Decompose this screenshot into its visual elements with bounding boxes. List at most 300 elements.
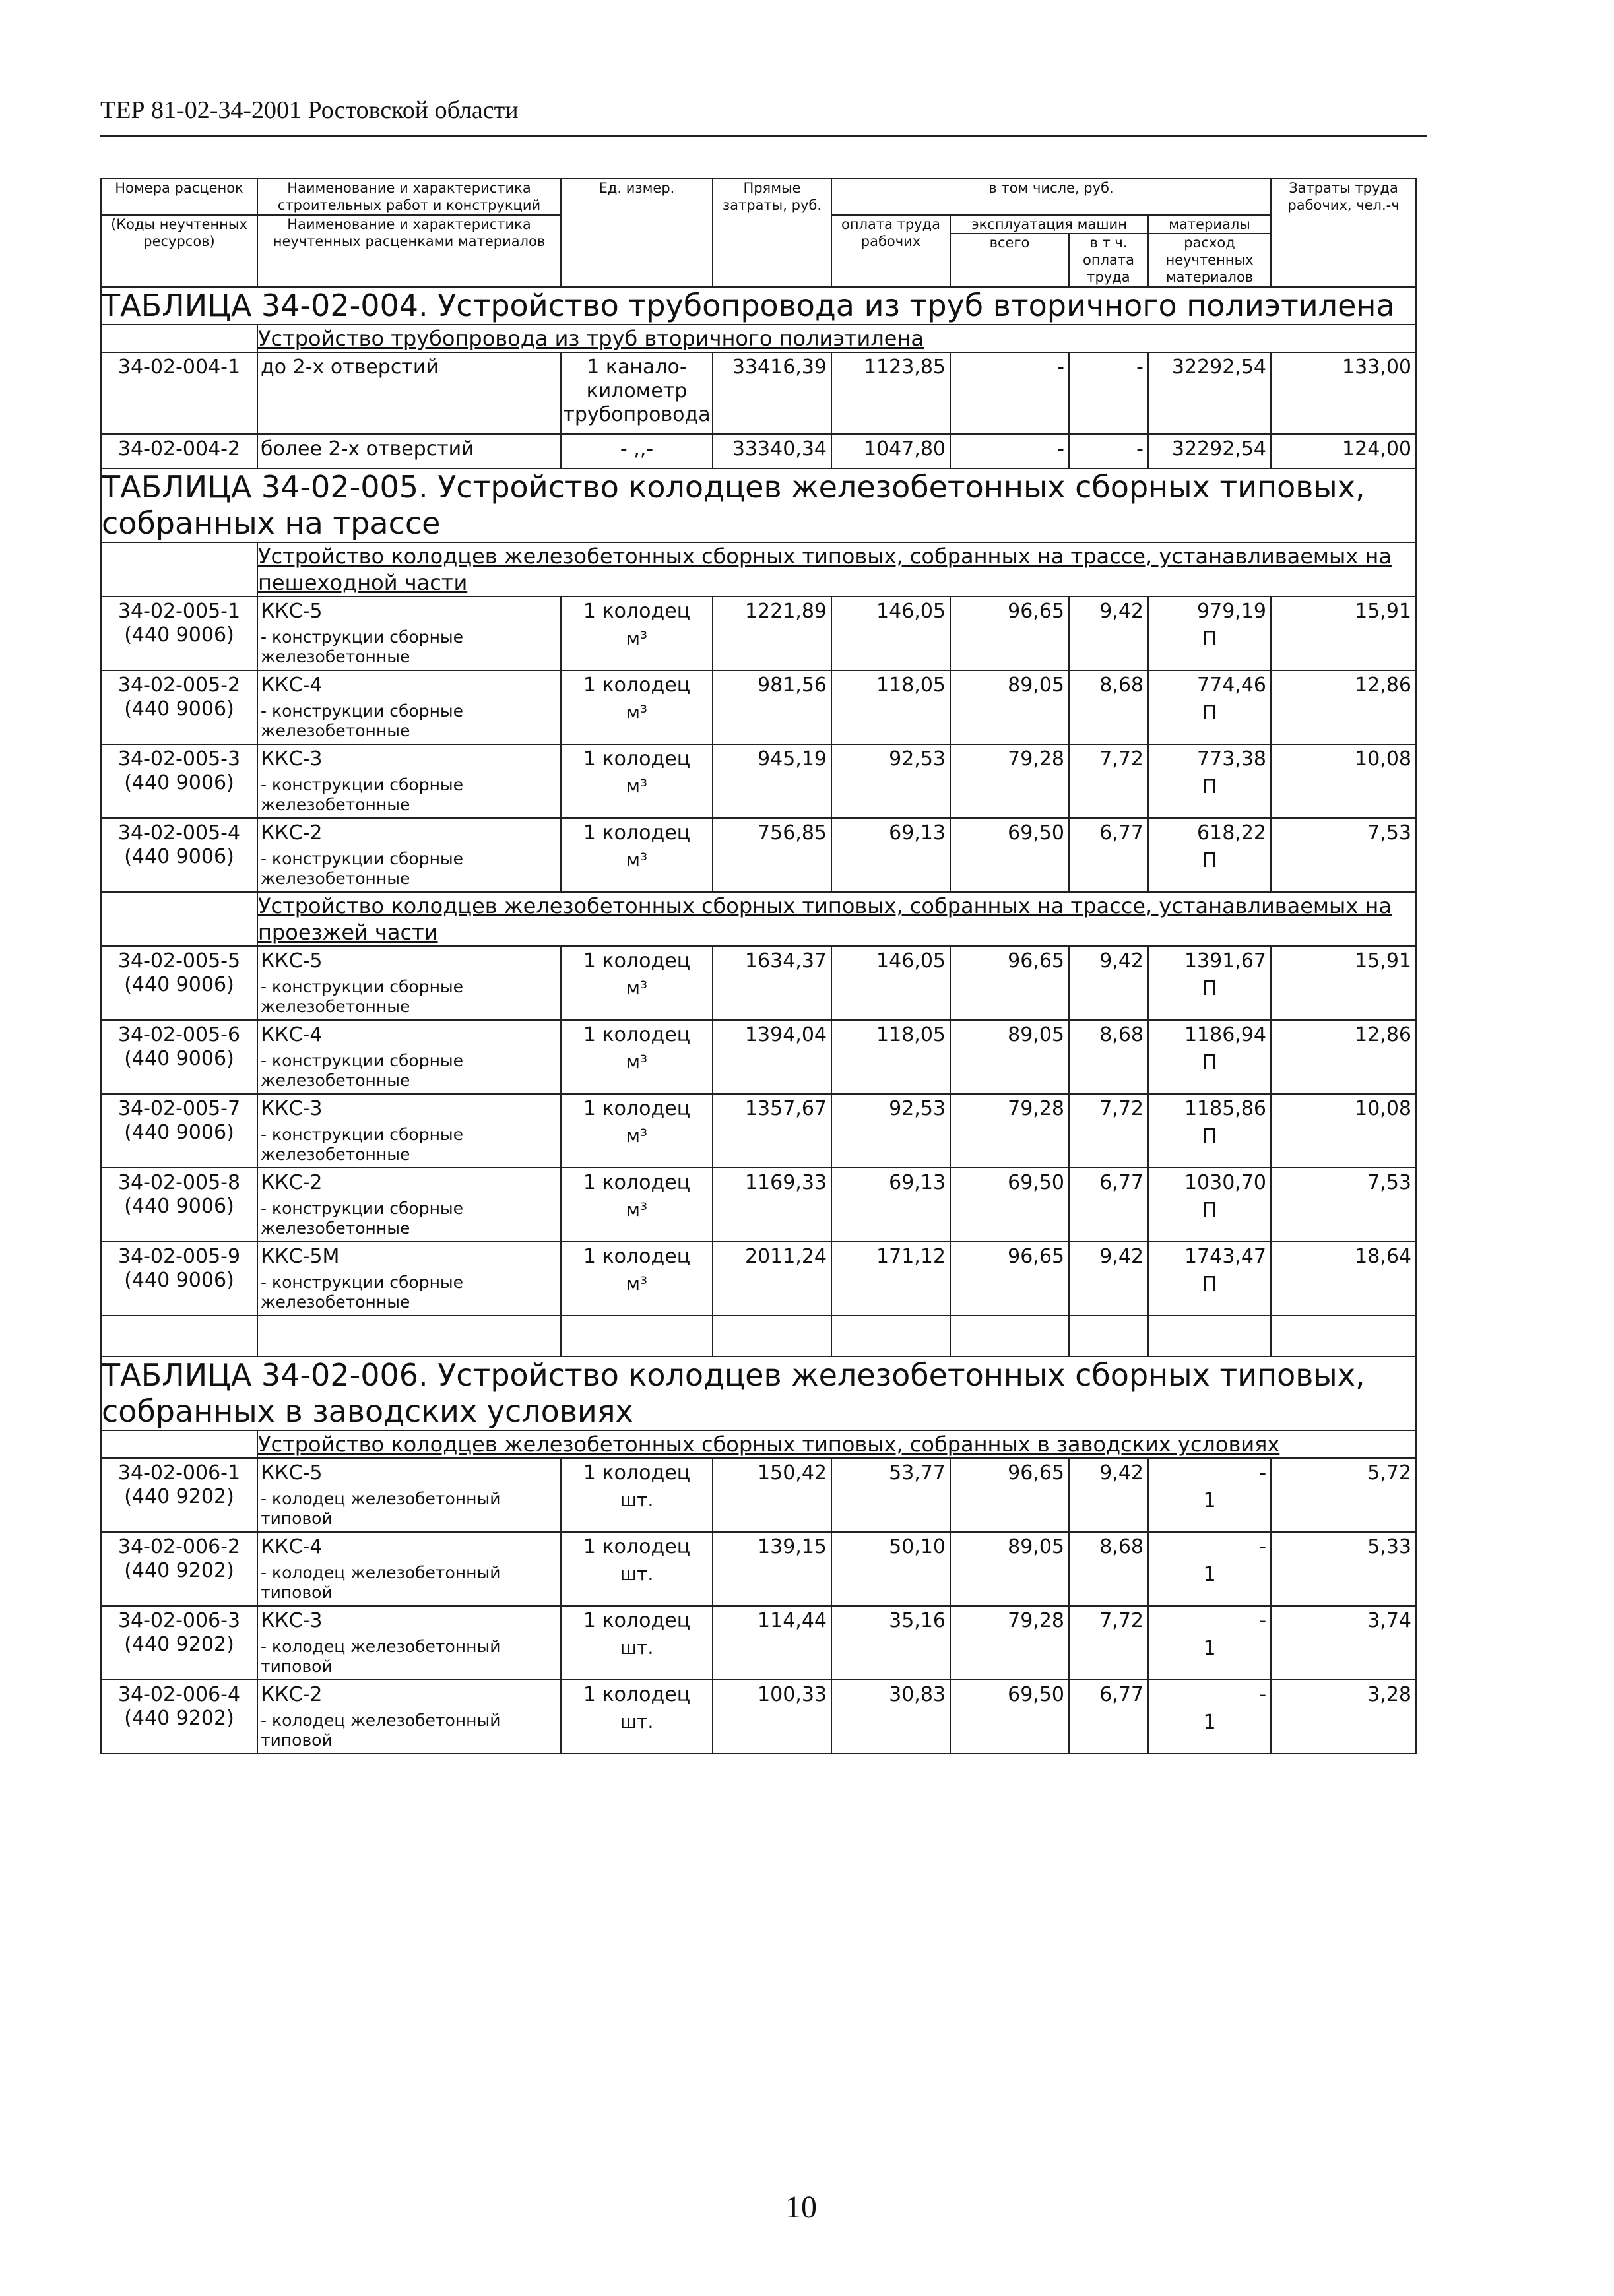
materials-cell bbox=[1148, 596, 1271, 670]
labor-hours: 133,00 bbox=[1271, 352, 1416, 434]
unit-cell bbox=[561, 1532, 713, 1606]
table-row bbox=[101, 1020, 1416, 1094]
unit: 1 колодец bbox=[583, 1535, 691, 1559]
rate-code: 34-02-005-1 bbox=[117, 600, 241, 623]
material-unit: м³ bbox=[626, 1199, 648, 1221]
subsection-blank bbox=[101, 542, 257, 596]
spacer-cell bbox=[950, 1316, 1069, 1356]
col-machines-labor: в т ч. оплата труда bbox=[1069, 234, 1148, 287]
col-materials-sub: расход неучтенных материалов bbox=[1148, 234, 1271, 287]
work-name-cell bbox=[257, 744, 561, 818]
labor-pay: 69,13 bbox=[831, 1168, 950, 1242]
resource-code: (440 9006) bbox=[124, 771, 234, 795]
labor-hours: 5,72 bbox=[1271, 1458, 1416, 1532]
unit: - ,,- bbox=[620, 437, 654, 461]
material-name: - конструкции сборные железобетонные bbox=[261, 849, 464, 889]
material-unit: м³ bbox=[626, 977, 648, 1000]
labor-pay: 146,05 bbox=[831, 596, 950, 670]
subsection-text: Устройство трубопровода из труб вторичного полиэтилена bbox=[258, 325, 924, 351]
labor-hours: 10,08 bbox=[1271, 1094, 1416, 1168]
direct-cost: 33416,39 bbox=[713, 352, 831, 434]
unit-cell bbox=[561, 352, 713, 434]
subsection-row bbox=[101, 542, 1416, 596]
machines-labor: 9,42 bbox=[1069, 596, 1148, 670]
material-unit: шт. bbox=[620, 1563, 654, 1585]
unit: 1 колодец bbox=[583, 600, 691, 623]
materials-cell bbox=[1148, 352, 1271, 434]
work-name: ККС-2 bbox=[261, 1683, 323, 1707]
work-name: ККС-5М bbox=[261, 1245, 340, 1269]
unit: 1 колодец bbox=[583, 748, 691, 771]
materials-cell bbox=[1148, 1094, 1271, 1168]
page-number: 10 bbox=[785, 2190, 817, 2225]
labor-hours: 7,53 bbox=[1271, 818, 1416, 892]
machines-total: 89,05 bbox=[950, 1020, 1069, 1094]
labor-hours: 18,64 bbox=[1271, 1242, 1416, 1316]
materials-consumption: 1 bbox=[1203, 1563, 1216, 1587]
machines-labor: 9,42 bbox=[1069, 1242, 1148, 1316]
spacer-cell bbox=[831, 1316, 950, 1356]
rate-code-cell bbox=[101, 818, 257, 892]
table-row bbox=[101, 352, 1416, 434]
materials-cell bbox=[1148, 818, 1271, 892]
subsection-title bbox=[257, 542, 1416, 596]
rate-code: 34-02-005-3 bbox=[117, 748, 241, 771]
resource-code: (440 9006) bbox=[124, 623, 234, 647]
material-unit: м³ bbox=[626, 1273, 648, 1295]
machines-total: 79,28 bbox=[950, 1606, 1069, 1680]
labor-hours: 3,74 bbox=[1271, 1606, 1416, 1680]
col-direct: Прямые затраты, руб. bbox=[713, 179, 831, 287]
subsection-blank bbox=[101, 892, 257, 946]
rate-code-cell bbox=[101, 1532, 257, 1606]
work-name-cell bbox=[257, 1168, 561, 1242]
material-name: - конструкции сборные железобетонные bbox=[261, 1051, 464, 1091]
col-name-bottom: Наименование и характеристика неучтенных расценками материалов bbox=[257, 215, 561, 287]
direct-cost: 1221,89 bbox=[713, 596, 831, 670]
direct-cost: 100,33 bbox=[713, 1680, 831, 1754]
material-unit: м³ bbox=[626, 849, 648, 872]
spacer-cell bbox=[1271, 1316, 1416, 1356]
subsection-text: Устройство колодцев железобетонных сборных типовых, собранных в заводских условиях bbox=[258, 1432, 1280, 1457]
work-name: ККС-3 bbox=[261, 1609, 323, 1633]
work-name-cell bbox=[257, 434, 561, 468]
work-name-cell bbox=[257, 1094, 561, 1168]
table-row bbox=[101, 818, 1416, 892]
work-name-cell bbox=[257, 1680, 561, 1754]
rate-code: 34-02-005-5 bbox=[117, 949, 241, 973]
direct-cost: 114,44 bbox=[713, 1606, 831, 1680]
labor-hours: 7,53 bbox=[1271, 1168, 1416, 1242]
rate-code: 34-02-005-4 bbox=[117, 821, 241, 845]
labor-pay: 30,83 bbox=[831, 1680, 950, 1754]
work-name: более 2-х отверстий bbox=[261, 437, 474, 461]
materials-cost: 773,38 bbox=[1197, 748, 1267, 771]
direct-cost: 2011,24 bbox=[713, 1242, 831, 1316]
labor-pay: 118,05 bbox=[831, 670, 950, 744]
labor-hours: 3,28 bbox=[1271, 1680, 1416, 1754]
table-row bbox=[101, 1680, 1416, 1754]
work-name: до 2-х отверстий bbox=[261, 355, 439, 379]
material-unit: м³ bbox=[626, 701, 648, 724]
unit-cell bbox=[561, 1458, 713, 1532]
direct-cost: 1394,04 bbox=[713, 1020, 831, 1094]
labor-pay: 69,13 bbox=[831, 818, 950, 892]
subsection-title bbox=[257, 1430, 1416, 1458]
work-name-cell bbox=[257, 670, 561, 744]
unit: 1 колодец bbox=[583, 1461, 691, 1485]
machines-labor: - bbox=[1069, 352, 1148, 434]
resource-code: (440 9202) bbox=[124, 1559, 234, 1583]
section-title: ТАБЛИЦА 34-02-004. Устройство трубопровода из труб вторичного полиэтилена bbox=[101, 287, 1416, 325]
machines-total: 96,65 bbox=[950, 1458, 1069, 1532]
col-name-top: Наименование и характеристика строительных работ и конструкций bbox=[257, 179, 561, 215]
rate-code: 34-02-006-2 bbox=[117, 1535, 241, 1559]
unit-cell bbox=[561, 1020, 713, 1094]
labor-pay: 1047,80 bbox=[831, 434, 950, 468]
labor-hours: 5,33 bbox=[1271, 1532, 1416, 1606]
machines-labor: 7,72 bbox=[1069, 1094, 1148, 1168]
rate-code: 34-02-005-9 bbox=[117, 1245, 241, 1269]
work-name: ККС-4 bbox=[261, 674, 323, 697]
materials-cost: 1030,70 bbox=[1184, 1171, 1267, 1195]
work-name: ККС-4 bbox=[261, 1023, 323, 1047]
material-name: - колодец железобетонный типовой bbox=[261, 1637, 501, 1676]
machines-labor: 7,72 bbox=[1069, 744, 1148, 818]
rate-code-cell bbox=[101, 1020, 257, 1094]
materials-cost: 774,46 bbox=[1197, 674, 1267, 697]
materials-cost: 979,19 bbox=[1197, 600, 1267, 623]
material-unit: шт. bbox=[620, 1637, 654, 1659]
labor-pay: 92,53 bbox=[831, 1094, 950, 1168]
unit: 1 колодец bbox=[583, 1683, 691, 1707]
rate-code: 34-02-006-4 bbox=[117, 1683, 241, 1707]
subsection-title bbox=[257, 325, 1416, 352]
material-unit: м³ bbox=[626, 1125, 648, 1147]
materials-consumption: П bbox=[1202, 627, 1217, 651]
col-unit: Ед. измер. bbox=[561, 179, 713, 287]
rate-code: 34-02-005-7 bbox=[117, 1097, 241, 1121]
unit-cell bbox=[561, 1606, 713, 1680]
materials-cost: 32292,54 bbox=[1171, 437, 1267, 461]
spacer-cell bbox=[561, 1316, 713, 1356]
subsection-text: Устройство колодцев железобетонных сборных типовых, собранных на трассе, устанавливаемых на пешеходной части bbox=[258, 544, 1392, 596]
machines-labor: 9,42 bbox=[1069, 946, 1148, 1020]
rate-code-cell bbox=[101, 434, 257, 468]
machines-total: 89,05 bbox=[950, 1532, 1069, 1606]
machines-total: - bbox=[950, 352, 1069, 434]
labor-pay: 1123,85 bbox=[831, 352, 950, 434]
material-name: - колодец железобетонный типовой bbox=[261, 1711, 501, 1750]
labor-pay: 118,05 bbox=[831, 1020, 950, 1094]
materials-cell bbox=[1148, 1458, 1271, 1532]
unit-cell bbox=[561, 1242, 713, 1316]
labor-pay: 92,53 bbox=[831, 744, 950, 818]
labor-hours: 15,91 bbox=[1271, 946, 1416, 1020]
unit-cell bbox=[561, 818, 713, 892]
machines-labor: 6,77 bbox=[1069, 1680, 1148, 1754]
resource-code: (440 9202) bbox=[124, 1633, 234, 1657]
materials-cell bbox=[1148, 744, 1271, 818]
spacer-cell bbox=[257, 1316, 561, 1356]
materials-cell bbox=[1148, 1020, 1271, 1094]
labor-pay: 35,16 bbox=[831, 1606, 950, 1680]
materials-consumption: П bbox=[1202, 1125, 1217, 1149]
rate-code-cell bbox=[101, 596, 257, 670]
col-labor-pay: оплата труда рабочих bbox=[831, 215, 950, 287]
direct-cost: 1357,67 bbox=[713, 1094, 831, 1168]
subsection-row bbox=[101, 1430, 1416, 1458]
labor-pay: 171,12 bbox=[831, 1242, 950, 1316]
materials-cost: 1743,47 bbox=[1184, 1245, 1267, 1269]
materials-cost: 32292,54 bbox=[1171, 355, 1267, 379]
material-name: - конструкции сборные железобетонные bbox=[261, 1125, 464, 1164]
table-row bbox=[101, 744, 1416, 818]
materials-cell bbox=[1148, 1606, 1271, 1680]
work-name-cell bbox=[257, 818, 561, 892]
subsection-row bbox=[101, 892, 1416, 946]
labor-hours: 124,00 bbox=[1271, 434, 1416, 468]
machines-total: 96,65 bbox=[950, 1242, 1069, 1316]
work-name: ККС-5 bbox=[261, 1461, 323, 1485]
materials-consumption: П bbox=[1202, 1199, 1217, 1223]
machines-total: 96,65 bbox=[950, 596, 1069, 670]
materials-cost: 618,22 bbox=[1197, 821, 1267, 845]
col-incl: в том числе, руб. bbox=[831, 179, 1271, 215]
resource-code: (440 9006) bbox=[124, 1269, 234, 1292]
rate-code-cell bbox=[101, 352, 257, 434]
machines-total: 96,65 bbox=[950, 946, 1069, 1020]
rate-code-cell bbox=[101, 1242, 257, 1316]
table-row bbox=[101, 1168, 1416, 1242]
table-body bbox=[101, 287, 1416, 1754]
subsection-blank bbox=[101, 325, 257, 352]
direct-cost: 945,19 bbox=[713, 744, 831, 818]
material-unit: шт. bbox=[620, 1489, 654, 1512]
resource-code: (440 9202) bbox=[124, 1485, 234, 1509]
materials-consumption: П bbox=[1202, 977, 1217, 1001]
table-row bbox=[101, 596, 1416, 670]
labor-pay: 146,05 bbox=[831, 946, 950, 1020]
machines-total: 69,50 bbox=[950, 1680, 1069, 1754]
work-name: ККС-2 bbox=[261, 821, 323, 845]
table-row bbox=[101, 1606, 1416, 1680]
rate-code: 34-02-005-2 bbox=[117, 674, 241, 697]
resource-code: (440 9006) bbox=[124, 1047, 234, 1071]
spacer-cell bbox=[1148, 1316, 1271, 1356]
materials-consumption: П bbox=[1202, 701, 1217, 725]
col-machines-total: всего bbox=[950, 234, 1069, 287]
col-materials: материалы bbox=[1148, 215, 1271, 234]
rate-code-cell bbox=[101, 1458, 257, 1532]
material-name: - конструкции сборные железобетонные bbox=[261, 775, 464, 815]
machines-labor: 8,68 bbox=[1069, 1532, 1148, 1606]
rate-code: 34-02-005-8 bbox=[117, 1171, 241, 1195]
work-name: ККС-5 bbox=[261, 949, 323, 973]
table-row bbox=[101, 1532, 1416, 1606]
rate-code-cell bbox=[101, 1168, 257, 1242]
materials-consumption: П bbox=[1202, 775, 1217, 799]
subsection-text: Устройство колодцев железобетонных сборных типовых, собранных на трассе, устанавливаемых на проезжей части bbox=[258, 893, 1392, 945]
direct-cost: 139,15 bbox=[713, 1532, 831, 1606]
page-header-title: ТЕР 81-02-34-2001 Ростовской области bbox=[100, 96, 519, 124]
unit: 1 колодец bbox=[583, 1245, 691, 1269]
unit: 1 колодец bbox=[583, 949, 691, 973]
machines-labor: 9,42 bbox=[1069, 1458, 1148, 1532]
material-name: - колодец железобетонный типовой bbox=[261, 1489, 501, 1529]
rate-code-cell bbox=[101, 744, 257, 818]
work-name-cell bbox=[257, 1020, 561, 1094]
work-name-cell bbox=[257, 596, 561, 670]
machines-total: 79,28 bbox=[950, 744, 1069, 818]
resource-code: (440 9006) bbox=[124, 1195, 234, 1219]
materials-cell bbox=[1148, 1242, 1271, 1316]
unit-cell bbox=[561, 670, 713, 744]
material-unit: м³ bbox=[626, 627, 648, 650]
machines-total: 79,28 bbox=[950, 1094, 1069, 1168]
material-unit: м³ bbox=[626, 775, 648, 798]
unit-cell bbox=[561, 744, 713, 818]
materials-cost: - bbox=[1259, 1683, 1267, 1707]
labor-pay: 53,77 bbox=[831, 1458, 950, 1532]
material-name: - конструкции сборные железобетонные bbox=[261, 977, 464, 1017]
labor-pay: 50,10 bbox=[831, 1532, 950, 1606]
resource-code: (440 9202) bbox=[124, 1707, 234, 1731]
materials-cost: - bbox=[1259, 1609, 1267, 1633]
machines-labor: - bbox=[1069, 434, 1148, 468]
resource-code: (440 9006) bbox=[124, 845, 234, 869]
table-row bbox=[101, 946, 1416, 1020]
materials-consumption: П bbox=[1202, 1051, 1217, 1075]
unit-cell bbox=[561, 946, 713, 1020]
materials-cost: 1185,86 bbox=[1184, 1097, 1267, 1121]
subsection-row bbox=[101, 325, 1416, 352]
table-row bbox=[101, 1094, 1416, 1168]
direct-cost: 33340,34 bbox=[713, 434, 831, 468]
table-row bbox=[101, 1458, 1416, 1532]
section-title: ТАБЛИЦА 34-02-006. Устройство колодцев железобетонных сборных типовых, собранных в заводских условиях bbox=[101, 1356, 1416, 1430]
unit-cell bbox=[561, 596, 713, 670]
material-name: - колодец железобетонный типовой bbox=[261, 1563, 501, 1603]
direct-cost: 150,42 bbox=[713, 1458, 831, 1532]
materials-cell bbox=[1148, 946, 1271, 1020]
machines-labor: 8,68 bbox=[1069, 670, 1148, 744]
machines-labor: 7,72 bbox=[1069, 1606, 1148, 1680]
machines-total: 89,05 bbox=[950, 670, 1069, 744]
material-unit: м³ bbox=[626, 1051, 648, 1073]
work-name: ККС-2 bbox=[261, 1171, 323, 1195]
spacer-cell bbox=[101, 1316, 257, 1356]
spacer-cell bbox=[1069, 1316, 1148, 1356]
work-name-cell bbox=[257, 1458, 561, 1532]
material-unit: шт. bbox=[620, 1711, 654, 1733]
unit: 1 канало-километр трубопровода bbox=[563, 355, 711, 426]
col-code-top: Номера расценок bbox=[101, 179, 257, 215]
materials-cell bbox=[1148, 434, 1271, 468]
unit: 1 колодец bbox=[583, 1609, 691, 1633]
col-code-bottom: (Коды неучтенных ресурсов) bbox=[101, 215, 257, 287]
materials-cell bbox=[1148, 670, 1271, 744]
resource-code: (440 9006) bbox=[124, 1121, 234, 1145]
work-name: ККС-3 bbox=[261, 1097, 323, 1121]
rate-code-cell bbox=[101, 1094, 257, 1168]
spacer-row bbox=[101, 1316, 1416, 1356]
materials-cost: - bbox=[1259, 1535, 1267, 1559]
table-section-title bbox=[101, 468, 1416, 542]
direct-cost: 756,85 bbox=[713, 818, 831, 892]
machines-labor: 6,77 bbox=[1069, 818, 1148, 892]
rate-code-cell bbox=[101, 946, 257, 1020]
materials-consumption: 1 bbox=[1203, 1489, 1216, 1513]
work-name-cell bbox=[257, 1606, 561, 1680]
unit: 1 колодец bbox=[583, 674, 691, 697]
table-row bbox=[101, 434, 1416, 468]
section-title: ТАБЛИЦА 34-02-005. Устройство колодцев железобетонных сборных типовых, собранных на трассе bbox=[101, 468, 1416, 542]
materials-cell bbox=[1148, 1168, 1271, 1242]
unit: 1 колодец bbox=[583, 821, 691, 845]
machines-total: 69,50 bbox=[950, 818, 1069, 892]
rate-code: 34-02-006-3 bbox=[117, 1609, 241, 1633]
material-name: - конструкции сборные железобетонные bbox=[261, 627, 464, 667]
labor-hours: 12,86 bbox=[1271, 1020, 1416, 1094]
unit-cell bbox=[561, 1094, 713, 1168]
table-section-title bbox=[101, 287, 1416, 325]
rate-code: 34-02-005-6 bbox=[117, 1023, 241, 1047]
unit-cell bbox=[561, 1168, 713, 1242]
materials-consumption: 1 bbox=[1203, 1711, 1216, 1735]
work-name-cell bbox=[257, 1532, 561, 1606]
materials-cost: 1391,67 bbox=[1184, 949, 1267, 973]
direct-cost: 1169,33 bbox=[713, 1168, 831, 1242]
rate-code: 34-02-006-1 bbox=[117, 1461, 241, 1485]
resource-code: (440 9006) bbox=[124, 697, 234, 721]
rate-code-cell bbox=[101, 1606, 257, 1680]
unit: 1 колодец bbox=[583, 1097, 691, 1121]
work-name: ККС-3 bbox=[261, 748, 323, 771]
work-name-cell bbox=[257, 946, 561, 1020]
rate-code-cell bbox=[101, 670, 257, 744]
materials-consumption: П bbox=[1202, 849, 1217, 873]
materials-cost: - bbox=[1259, 1461, 1267, 1485]
unit: 1 колодец bbox=[583, 1171, 691, 1195]
materials-cell bbox=[1148, 1680, 1271, 1754]
unit-cell bbox=[561, 1680, 713, 1754]
labor-hours: 10,08 bbox=[1271, 744, 1416, 818]
direct-cost: 981,56 bbox=[713, 670, 831, 744]
spacer-cell bbox=[713, 1316, 831, 1356]
materials-consumption: П bbox=[1202, 1273, 1217, 1296]
price-table bbox=[100, 178, 1417, 1754]
rate-code-cell bbox=[101, 1680, 257, 1754]
material-name: - конструкции сборные железобетонные bbox=[261, 1199, 464, 1238]
material-name: - конструкции сборные железобетонные bbox=[261, 1273, 464, 1312]
work-name-cell bbox=[257, 352, 561, 434]
material-name: - конструкции сборные железобетонные bbox=[261, 701, 464, 741]
machines-labor: 6,77 bbox=[1069, 1168, 1148, 1242]
unit-cell bbox=[561, 434, 713, 468]
header-rule bbox=[100, 135, 1427, 137]
unit: 1 колодец bbox=[583, 1023, 691, 1047]
work-name: ККС-4 bbox=[261, 1535, 323, 1559]
rate-code: 34-02-004-1 bbox=[117, 355, 241, 379]
table-section-title bbox=[101, 1356, 1416, 1430]
machines-total: 69,50 bbox=[950, 1168, 1069, 1242]
col-labor-hours: Затраты труда рабочих, чел.-ч bbox=[1271, 179, 1416, 287]
labor-hours: 12,86 bbox=[1271, 670, 1416, 744]
machines-labor: 8,68 bbox=[1069, 1020, 1148, 1094]
col-machines: эксплуатация машин bbox=[950, 215, 1148, 234]
direct-cost: 1634,37 bbox=[713, 946, 831, 1020]
